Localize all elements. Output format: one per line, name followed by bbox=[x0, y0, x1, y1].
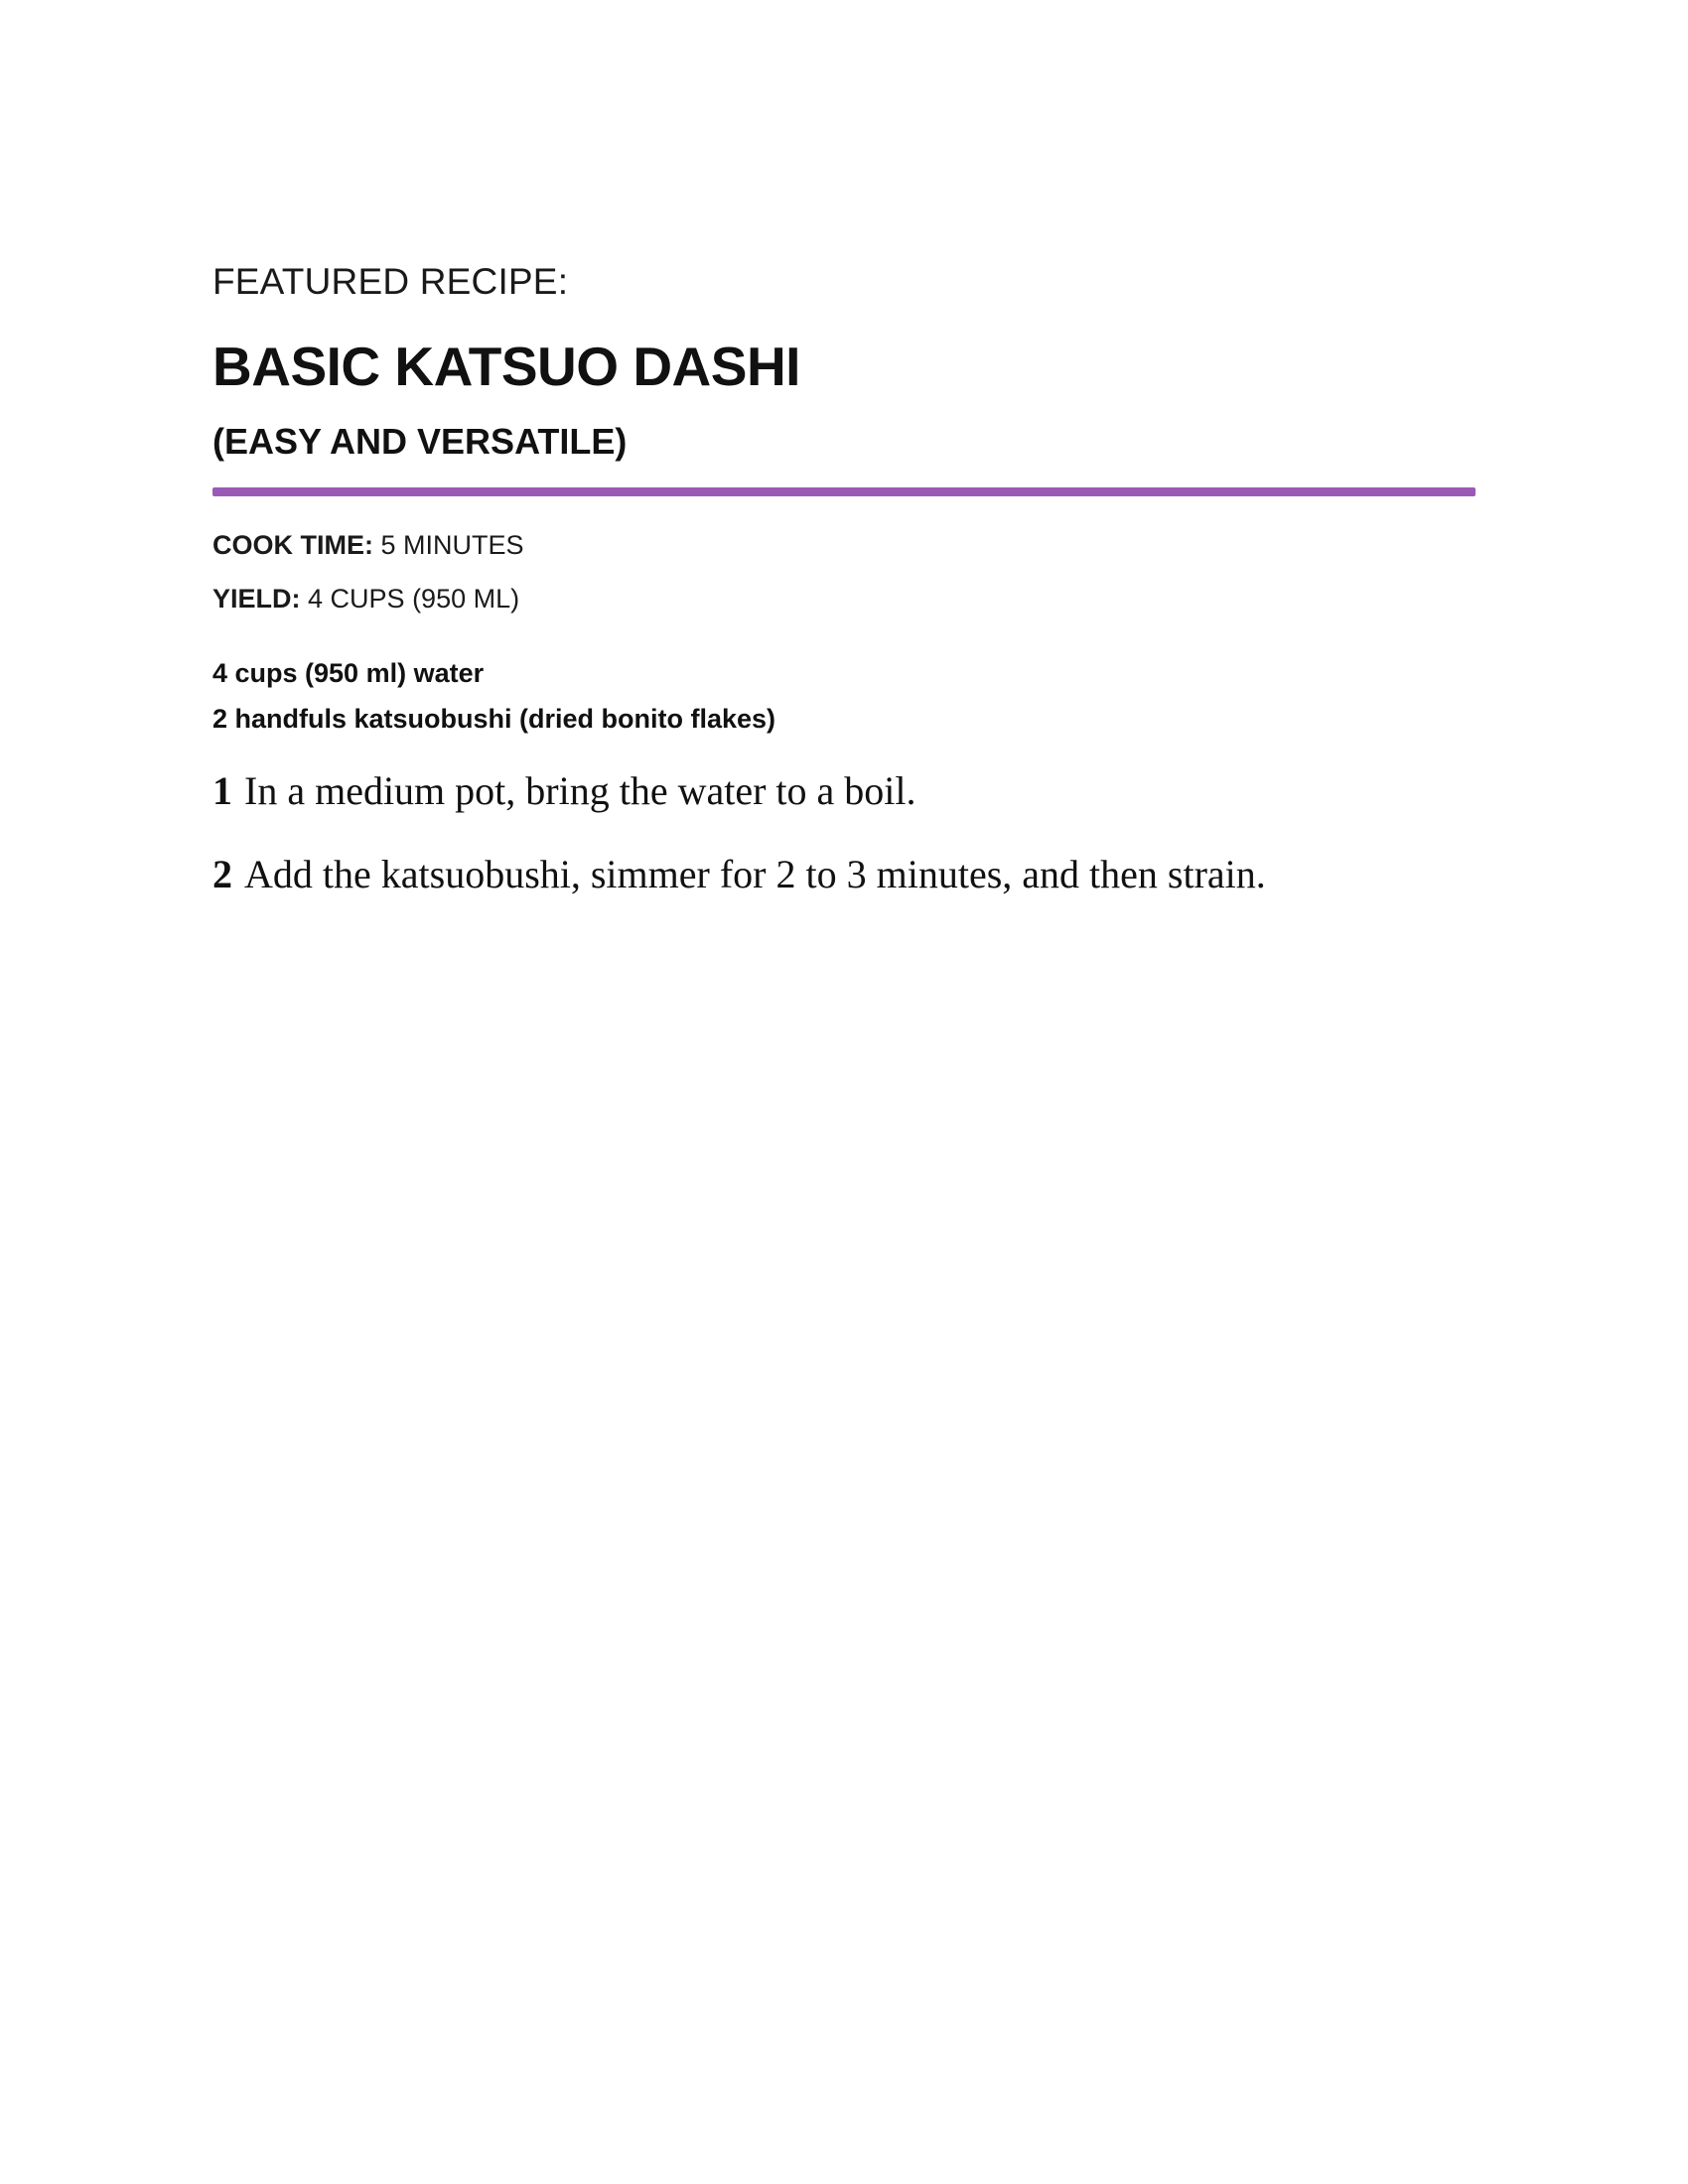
recipe-title: BASIC KATSUO DASHI bbox=[212, 336, 800, 397]
step-text: Add the katsuobushi, simmer for 2 to 3 minutes, and then strain. bbox=[244, 852, 1266, 896]
step-item bbox=[212, 768, 1476, 813]
accent-divider bbox=[212, 487, 1476, 496]
recipe-subtitle: (EASY AND VERSATILE) bbox=[212, 421, 628, 462]
step-number: 2 bbox=[212, 852, 232, 896]
cook-time-label: COOK TIME: bbox=[212, 530, 373, 560]
ingredient-item: 2 handfuls katsuobushi (dried bonito flakes) bbox=[212, 704, 776, 734]
featured-label: FEATURED RECIPE: bbox=[212, 261, 569, 302]
recipe-card bbox=[212, 263, 1476, 938]
ingredient-list bbox=[212, 650, 1476, 742]
step-text: In a medium pot, bring the water to a boil. bbox=[244, 768, 916, 813]
step-list bbox=[212, 768, 1476, 896]
yield-label: YIELD: bbox=[212, 584, 301, 614]
cook-time bbox=[212, 532, 1476, 559]
recipe-meta bbox=[212, 532, 1476, 613]
ingredient-item: 4 cups (950 ml) water bbox=[212, 658, 485, 688]
cook-time-value: 5 MINUTES bbox=[380, 530, 524, 560]
step-item bbox=[212, 852, 1476, 896]
yield-value: 4 CUPS (950 ML) bbox=[308, 584, 520, 614]
yield bbox=[212, 586, 1476, 613]
step-number: 1 bbox=[212, 768, 232, 813]
